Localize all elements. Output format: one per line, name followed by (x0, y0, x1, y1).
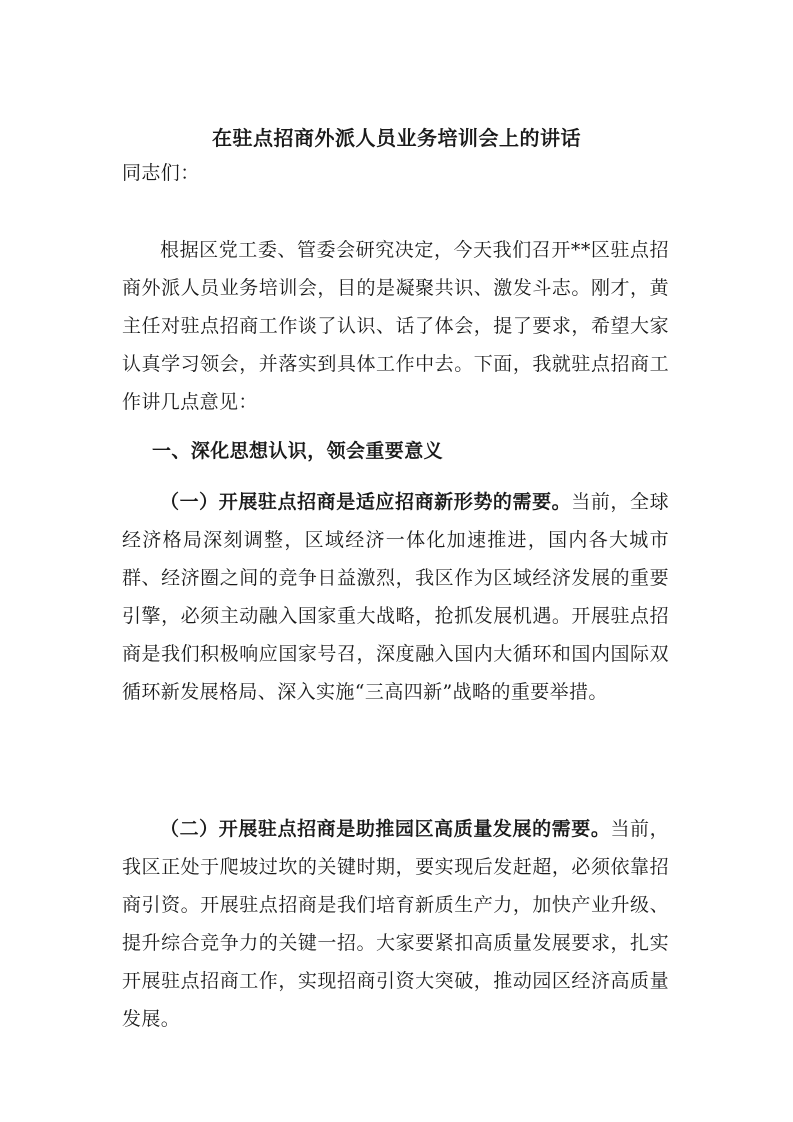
document-title: 在驻点招商外派人员业务培训会上的讲话 (212, 126, 581, 150)
paragraph-intro: 根据区党工委、管委会研究决定，今天我们召开**区驻点招商外派人员业务培训会，目的是凝聚共识、激发斗志。刚才，黄主任对驻点招商工作谈了认识、话了体会，提了要求，希望大家认真学习领会，并落实到具体工作中去。下面，我就驻点招商工作讲几点意见： (122, 239, 669, 413)
point-1-text: 当前，全球经济格局深刻调整，区域经济一体化加速推进，国内各大城市群、经济圈之间的竞争日益激烈，我区作为区域经济发展的重要引擎，必须主动融入国家重大战略，抢抓发展机遇。开展驻点招商是我们积极响应国家号召，深度融入国内大循环和国内国际双循环新发展格局、深入实施“三高四新”战略的重要举措。 (122, 491, 669, 703)
paragraph-point-1 (122, 483, 669, 711)
point-2-lead: （二）开展驻点招商是助推园区高质量发展的需要。 (160, 818, 611, 840)
point-1-lead: （一）开展驻点招商是适应招商新形势的需要。 (160, 491, 572, 513)
paragraph-point-2 (122, 810, 669, 1038)
point-2-text: 当前，我区正处于爬坡过坎的关键时期，要实现后发赶超，必须依靠招商引资。开展驻点招商是我们培育新质生产力，加快产业升级、提升综合竞争力的关键一招。大家要紧扣高质量发展要求，扎实开展驻点招商工作，实现招商引资大突破，推动园区经济高质量发展。 (122, 818, 670, 1030)
section-heading-1: 一、深化思想认识，领会重要意义 (152, 440, 444, 462)
salutation: 同志们： (122, 162, 200, 184)
